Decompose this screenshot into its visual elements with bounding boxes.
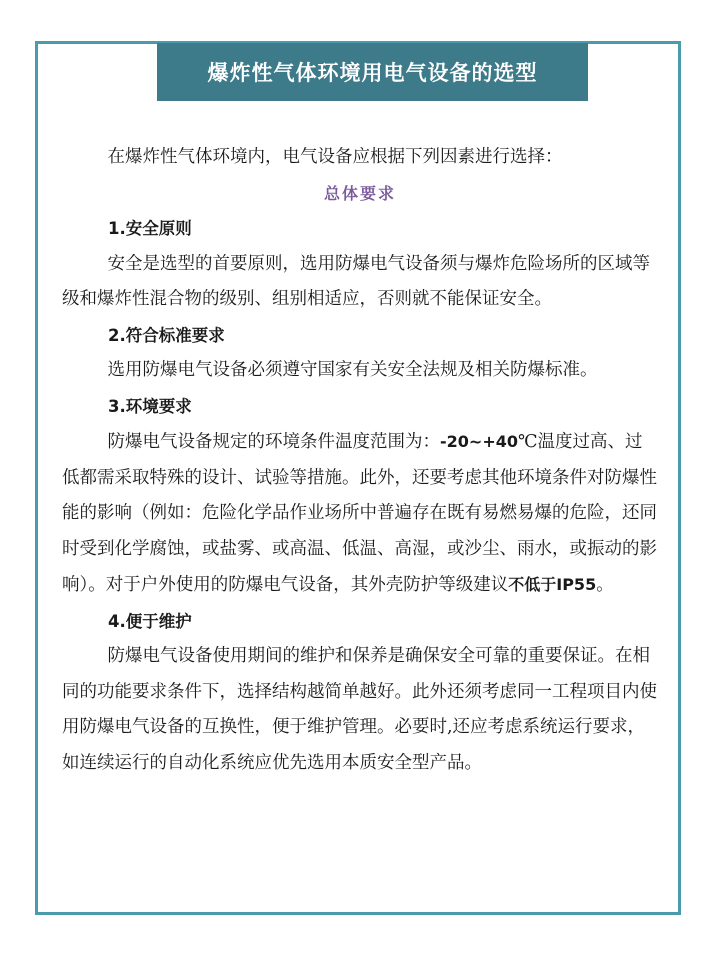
article-body [62,140,658,781]
section-body-3 [62,424,658,604]
temperature-range: -20~+40 [440,432,518,451]
section-body-4: 防爆电气设备使用期间的维护和保养是确保安全可靠的重要保证。在相同的功能要求条件下，选择结构越简单越好。此外还须考虑同一工程项目内使用防爆电气设备的互换性，便于维护管理。必要时,还应考虑系统运行要求，如连续运行的自动化系统应优先选用本质安全型产品。 [62,646,657,773]
intro-paragraph: 在爆炸性气体环境内，电气设备应根据下列因素进行选择： [107,147,563,167]
section-heading-3: 3.环境要求 [108,396,192,416]
section-heading-2: 2.符合标准要求 [108,325,225,345]
title-text: 爆炸性气体环境用电气设备的选型 [207,61,538,85]
section-3-text-pre: 防爆电气设备规定的环境条件温度范围为： [107,432,440,452]
section-3-text-mid: ℃温度过高、过低都需采取特殊的设计、试验等措施。此外，还要考虑其他环境条件对防爆性能的影响（例如：危险化学品作业场所中普遍存在既有易燃易爆的危险，还同时受到化学腐蚀，或盐雾、或高温、低温、高湿，或沙尘、雨水，或振动的影响）。对于户外使用的防爆电气设备，其外壳防护等级建议 [62,432,657,595]
section-body-1: 安全是选型的首要原则，选用防爆电气设备须与爆炸危险场所的区域等级和爆炸性混合物的级别、组别相适应，否则就不能保证安全。 [62,253,650,309]
section-body-2: 选用防爆电气设备必须遵守国家有关安全法规及相关防爆标准。 [107,360,598,380]
ip-rating: 不低于IP55 [508,575,597,594]
section-heading-1: 1.安全原则 [108,219,192,238]
section-3-text-post: 。 [596,575,614,595]
section-heading-4: 4.便于维护 [108,611,192,631]
page-title [157,43,588,101]
section-subtitle: 总体要求 [323,183,396,203]
